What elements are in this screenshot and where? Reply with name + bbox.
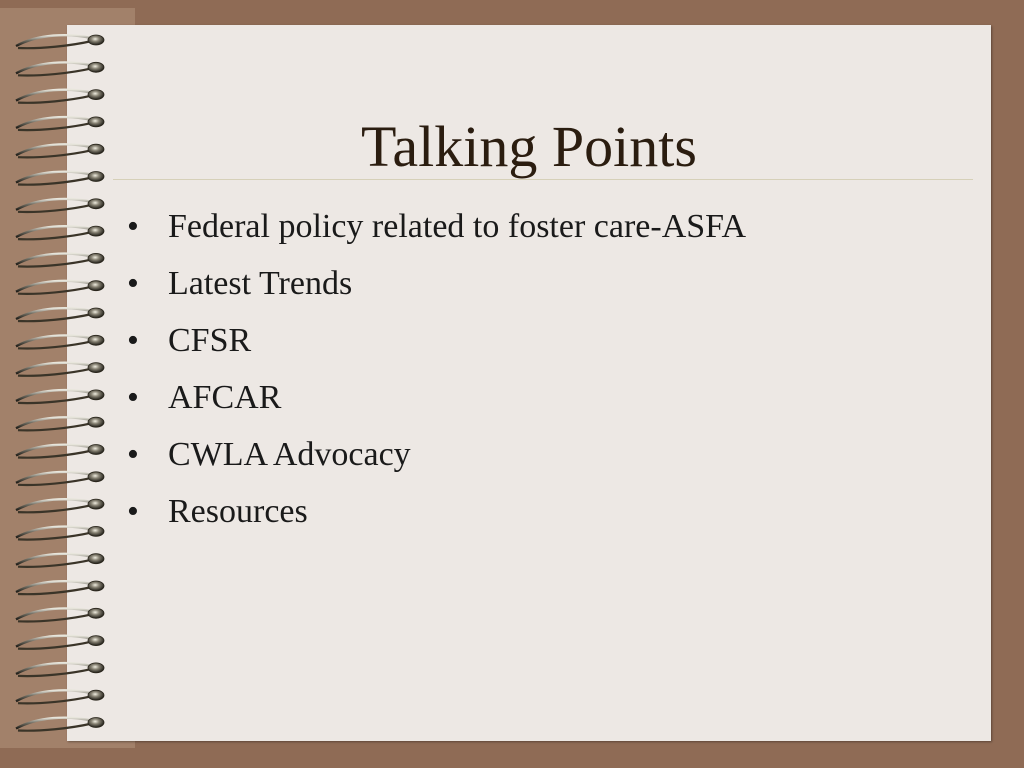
bullet-item (127, 492, 746, 549)
bullet-icon: • (127, 208, 139, 245)
bullet-icon: • (127, 322, 139, 359)
spiral-ring (16, 335, 104, 348)
bullet-icon: • (127, 265, 139, 302)
title-divider (113, 179, 973, 180)
bullet-text: CWLA Advocacy (168, 436, 411, 473)
spiral-ring (16, 526, 104, 539)
spiral-ring (16, 390, 104, 403)
bullet-item (127, 435, 746, 492)
bullet-text: AFCAR (168, 379, 282, 416)
spiral-ring (16, 499, 104, 512)
spiral-ring (16, 663, 104, 676)
bullet-text: CFSR (168, 322, 252, 359)
bullet-item (127, 378, 746, 435)
spiral-ring (16, 35, 104, 48)
spiral-ring (16, 363, 104, 376)
spiral-ring (16, 445, 104, 458)
bullet-icon: • (127, 436, 139, 473)
spiral-binding-icon (0, 0, 120, 768)
bullet-icon: • (127, 493, 139, 530)
spiral-ring (16, 62, 104, 75)
bullet-text: Latest Trends (168, 265, 353, 302)
bullet-item (127, 264, 746, 321)
slide-page (67, 25, 991, 741)
bullet-item (127, 321, 746, 378)
spiral-ring (16, 554, 104, 567)
bullet-icon: • (127, 379, 139, 416)
spiral-ring (16, 690, 104, 703)
spiral-ring (16, 472, 104, 485)
spiral-ring (16, 718, 104, 731)
spiral-ring (16, 117, 104, 130)
spiral-ring (16, 581, 104, 594)
spiral-rings (16, 35, 104, 731)
spiral-ring (16, 281, 104, 294)
bullet-text: Federal policy related to foster care-ASFA (168, 208, 747, 245)
spiral-ring (16, 90, 104, 103)
bullet-item (127, 207, 746, 264)
spiral-ring (16, 253, 104, 266)
spiral-ring (16, 417, 104, 430)
spiral-ring (16, 199, 104, 212)
spiral-ring (16, 226, 104, 239)
spiral-ring (16, 144, 104, 157)
slide-title: Talking Points (361, 114, 697, 179)
bullet-list (127, 207, 746, 549)
spiral-ring (16, 636, 104, 649)
bullet-text: Resources (168, 493, 308, 530)
spiral-ring (16, 608, 104, 621)
spiral-ring (16, 308, 104, 321)
spiral-ring (16, 172, 104, 185)
